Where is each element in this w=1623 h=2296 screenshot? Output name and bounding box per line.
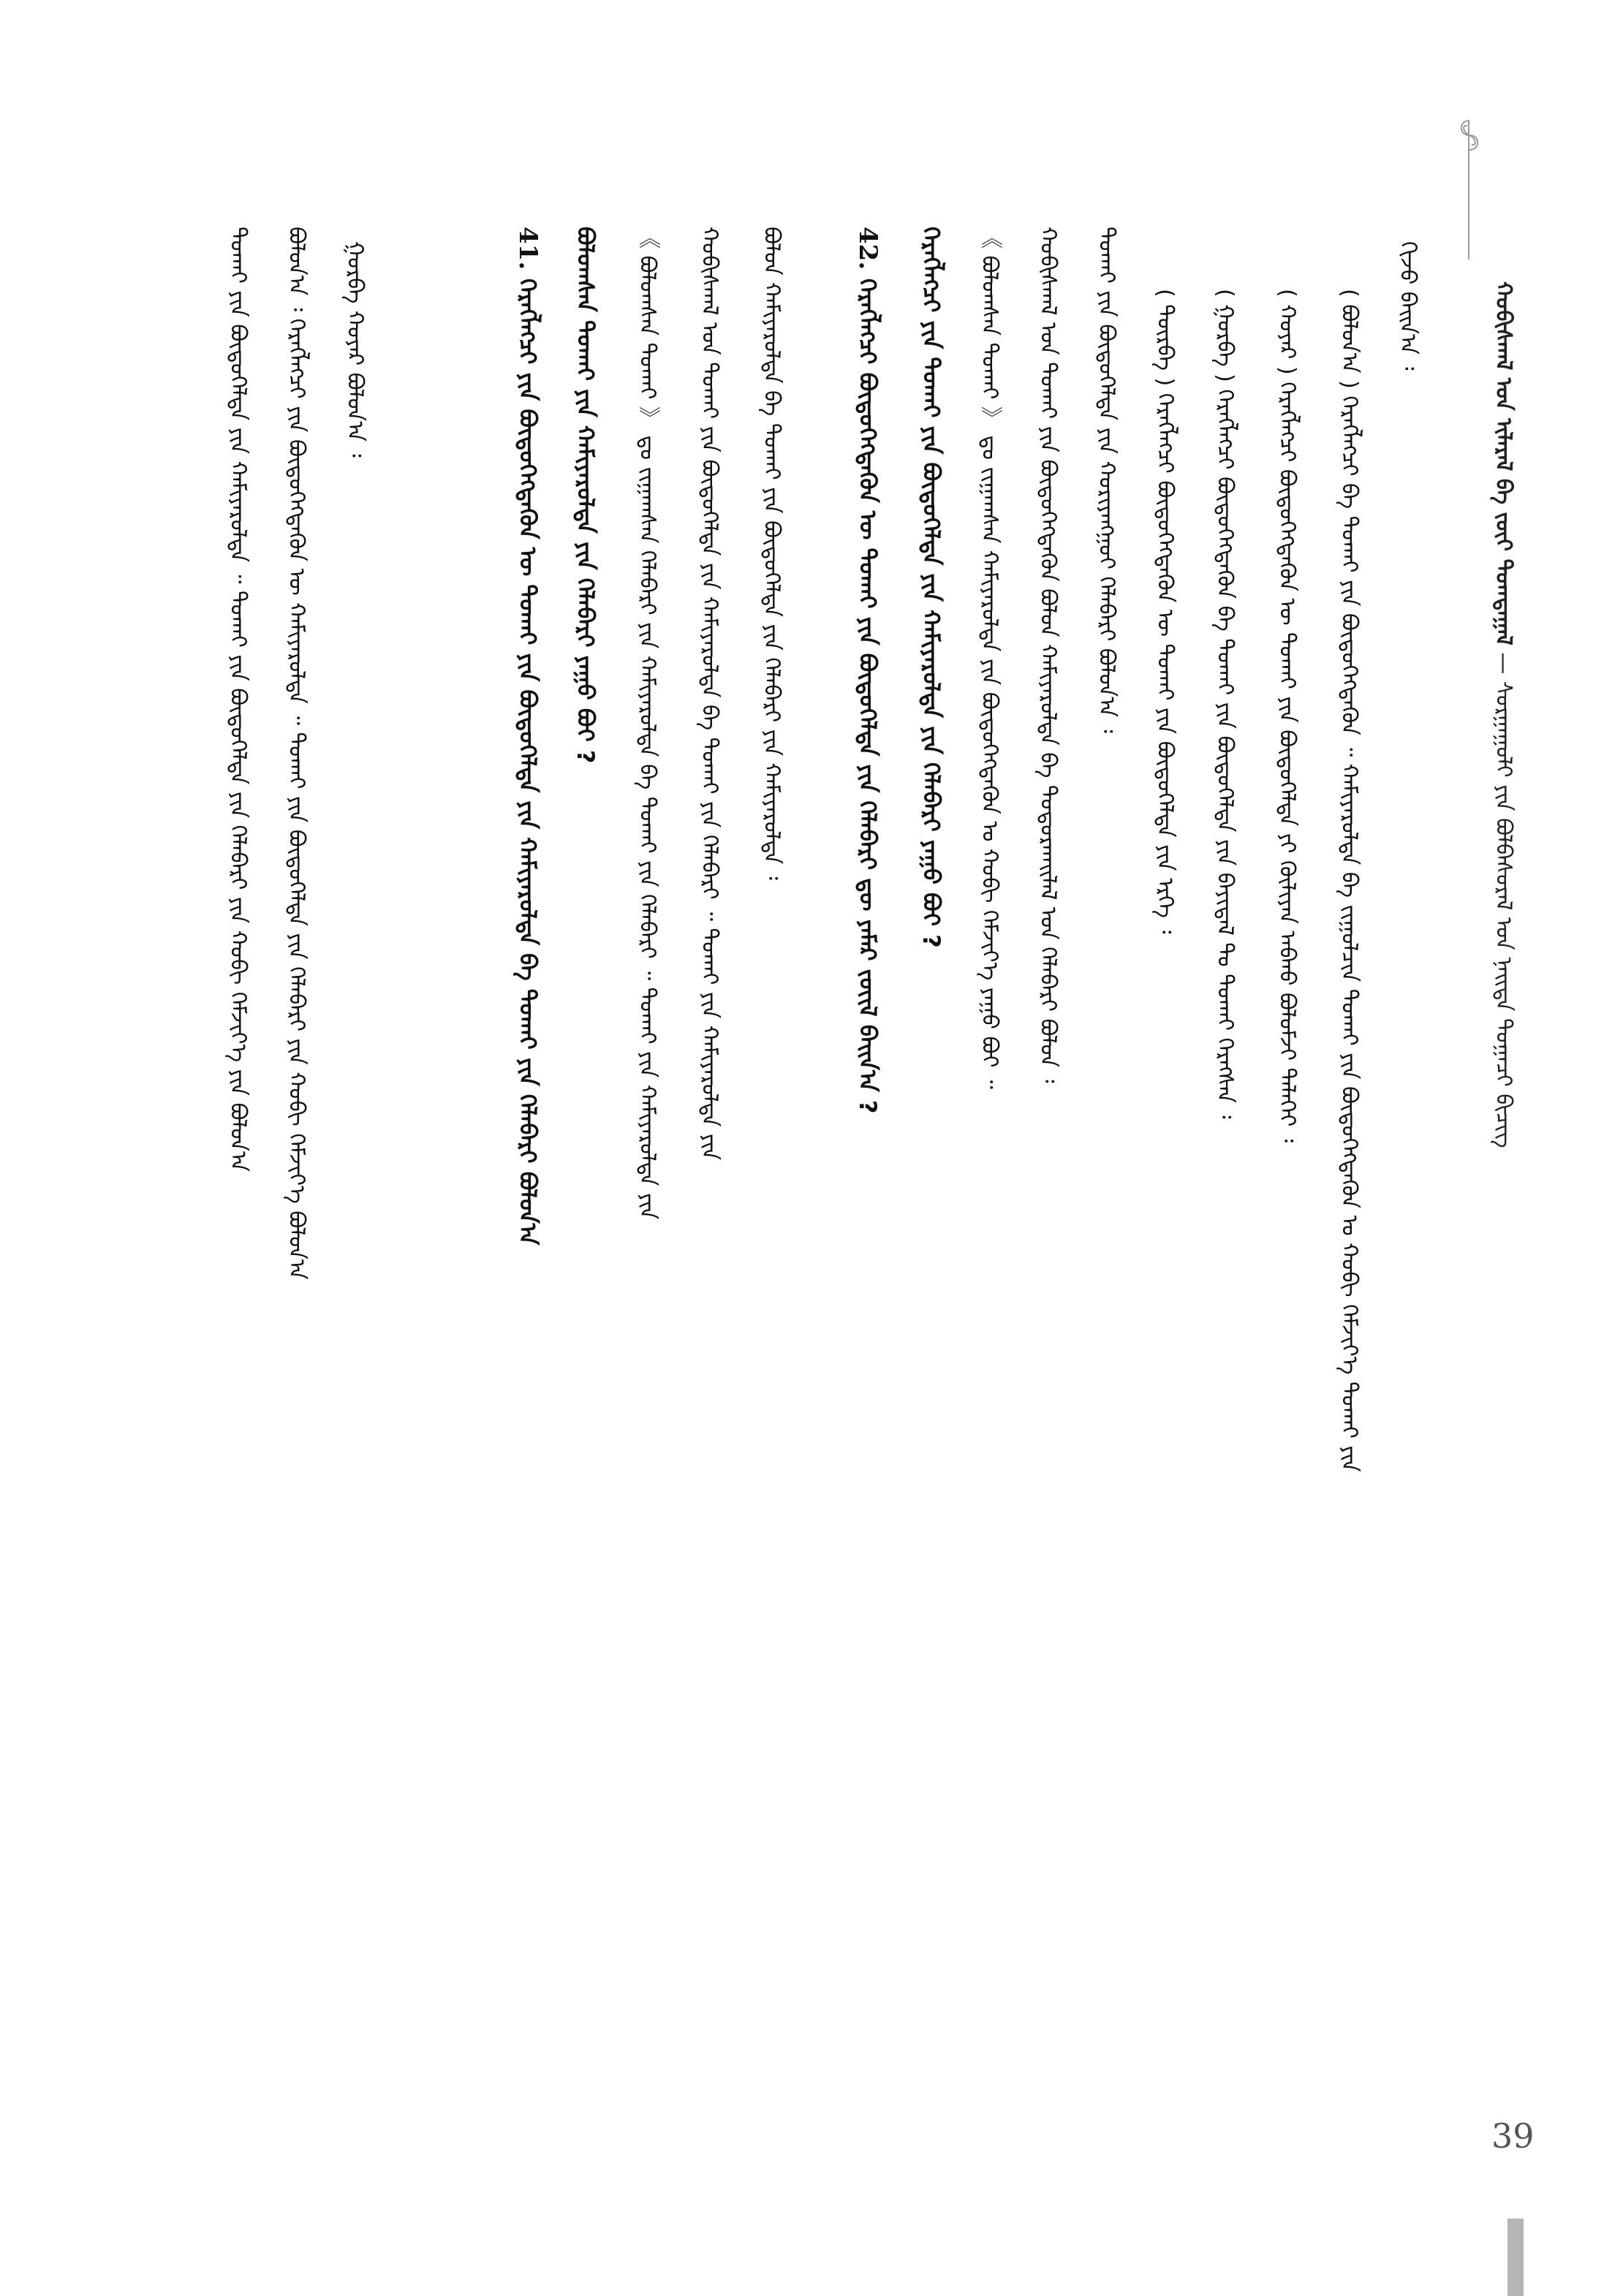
text-column xyxy=(1396,241,1418,371)
text-column xyxy=(1214,289,1236,1119)
column-text: ᠲᠤᠬᠠᠢ ᠶᠢᠨ ᠪᠦᠲᠦᠭᠡᠯᠲᠡ ᠶᠢᠨ ᠬᠤᠷᠢᠶᠠᠩᠭᠤᠢ ᠬᠡᠯᠡᠪᠡᠷᠢ ᠪᠣᠯᠤᠨ᠎ᠠ ᠄ xyxy=(1094,227,1119,733)
text-column xyxy=(227,227,249,1172)
question-number: 42. xyxy=(853,227,882,279)
text-column xyxy=(1276,289,1298,1143)
text-column xyxy=(1154,289,1176,934)
column-text: ᠲᠤᠬᠠᠢ ᠶᠢᠨ ᠪᠦᠲᠦᠭᠡᠯᠲᠡ ᠶᠢᠨ ᠬᠠᠮᠢᠶᠠᠷᠤᠯᠲᠠ ᠃ ᠲᠤᠬᠠᠢ ᠶᠢᠨ ᠪᠦᠲᠦᠭᠡᠯᠲᠡ ᠶᠢᠨ ᠬᠡᠯᠡᠪᠡᠷᠢ ᠶᠢᠨ ᠬᠣᠪᠢ ᠬᠡᠮᠵᠢᠶ᠎ᠡ ᠶᠢᠨ ᠪᠣᠯᠤᠨ᠎ᠠ xyxy=(225,227,251,1172)
text-column xyxy=(855,227,880,1113)
question-number: 41. xyxy=(513,227,542,279)
column-text: ( ᠬᠣᠶᠠᠷ ) ᠬᠡᠷᠡᠭᠯᠡᠭᠴᠢ ᠪᠦᠲᠦᠭᠡᠭᠳᠡᠬᠦᠨ ᠦ ᠲᠤᠬᠠᠢ ᠶᠢᠨ ᠪᠦᠲᠦᠭᠡᠯᠲᠡ ᠶᠢ ᠬᠦᠯᠢᠶᠡᠨ ᠠᠪᠬᠤ ᠪᠣᠯᠣᠮᠵᠢ ᠲᠡᠯᠡᠬᠡᠢ ᠄ xyxy=(1274,289,1300,1143)
text-column xyxy=(574,227,597,763)
text-column xyxy=(1037,227,1059,1083)
column-text: 《 ᠪᠣᠯᠤᠭᠰᠠᠨ ᠲᠤᠬᠠᠢ 》 ᠳᠤ ᠵᠢᠭᠠᠭᠰᠠᠨ ᠬᠡᠯᠡᠪᠡᠷᠢ ᠶᠢᠨ ᠬᠠᠮᠢᠶᠠᠷᠤᠯᠲᠠ ᠪᠠ ᠲᠤᠬᠠᠢ ᠶᠢᠨ ᠬᠡᠯᠡᠪᠡᠷᠢ ᠃ ᠲᠤᠬᠠᠢ ᠶᠢᠨ ᠬᠠᠮᠢᠶᠠᠷᠤᠯᠲᠠ ᠶᠢᠨ xyxy=(635,227,660,1220)
column-text: ᠪᠣᠯᠤᠭᠰᠠᠨ ᠲᠤᠬᠠᠢ ᠶᠢᠨ ᠬᠠᠮᠢᠶᠠᠷᠤᠯᠲᠠ ᠶᠢᠨ ᠬᠡᠯᠡᠪᠡᠷᠢ ᠶᠠᠭᠤ ᠪᠣᠢ ? xyxy=(572,227,599,764)
text-column xyxy=(760,227,782,880)
column-text: ᠬᠣᠪᠢᠰᠬᠠᠯ ᠤᠨ ᠲᠤᠬᠠᠢ ᠶᠢᠨ ᠪᠦᠲᠦᠭᠡᠭᠳᠡᠬᠦᠨ ᠪᠣᠯᠤᠨ ᠬᠠᠮᠢᠶᠠᠷᠤᠯᠲᠠ ᠪᠠ ᠲᠣᠳᠣᠷᠬᠠᠢᠯᠠᠯ ᠤᠨ ᠬᠡᠯᠡᠪᠡᠷᠢ ᠪᠣᠯᠤᠨ ᠄ xyxy=(1035,227,1061,1083)
column-text: ᠭᠤᠷᠪᠠ ᠬᠣᠶᠠᠷ ᠪᠣᠯᠤᠨ᠎ᠠ ᠄ xyxy=(342,241,368,458)
running-header: ᠬᠣᠪᠢᠰᠬᠠᠯ ᠤᠨ ᠢᠯᠡᠷᠡᠯ ᠪᠠ ᠵᠦᠢ ᠲᠣᠭᠲᠠᠭᠠᠯ — ᠰᠤᠷᠭᠠᠭᠤᠯᠢ ᠶᠢᠨ ᠪᠣᠯᠪᠠᠰᠤᠷᠠᠯ ᠤᠨ ᠨᠡᠢᠲᠡ ᠲᠣᠭᠠᠴᠢ ᠪᠢᠴᠢᠭ xyxy=(1491,281,1516,1148)
text-column xyxy=(1338,289,1360,1472)
text-column xyxy=(920,227,943,948)
text-column xyxy=(344,241,366,458)
column-text: ᠬᠡᠷᠡᠭᠯᠡᠭᠴᠢ ᠶᠢᠨ ᠲᠤᠬᠠᠢ ᠶᠢᠨ ᠪᠦᠲᠦᠭᠡᠯᠲᠡ ᠶᠢᠨ ᠬᠠᠮᠢᠶᠠᠷᠤᠯᠲᠠ ᠶᠢᠨ ᠬᠡᠯᠡᠪᠡᠷᠢ ᠶᠠᠭᠤ ᠪᠣᠢ ? xyxy=(918,227,945,948)
column-text: 《 ᠪᠣᠯᠤᠭᠰᠠᠨ ᠲᠤᠬᠠᠢ 》 ᠳᠤ ᠵᠢᠭᠠᠭᠰᠠᠨ ᠬᠠᠮᠢᠶᠠᠷᠤᠯᠲᠠ ᠶᠢᠨ ᠪᠦᠲᠦᠭᠡᠭᠳᠡᠬᠦᠨ ᠤ ᠬᠤᠪᠢ ᠬᠡᠮᠵᠢᠶ᠎ᠡ ᠶᠠᠭᠤ ᠪᠣᠢ ᠃ xyxy=(977,227,1002,1089)
text-column xyxy=(978,227,1000,1089)
text-column xyxy=(285,227,307,1280)
text-column xyxy=(698,227,720,1160)
column-text: ( ᠳᠥᠷᠪᠡ ) ᠬᠡᠷᠡᠭᠯᠡᠭᠴᠢ ᠪᠦᠲᠦᠭᠡᠭᠳᠡᠬᠦᠨ ᠦ ᠲᠤᠬᠠᠢ ᠶᠢᠨ ᠪᠦᠲᠦᠭᠡᠯᠲᠡ ᠶᠢᠨ ᠡᠷᠬᠡ ᠄ xyxy=(1152,289,1178,934)
header-subtitle: ᠰᠤᠷᠭᠠᠭᠤᠯᠢ ᠶᠢᠨ ᠪᠣᠯᠪᠠᠰᠤᠷᠠᠯ ᠤᠨ ᠨᠡᠢᠲᠡ ᠲᠣᠭᠠᠴᠢ ᠪᠢᠴᠢᠭ xyxy=(1491,681,1516,1148)
column-text: ᠪᠣᠯᠤᠨ ᠬᠠᠮᠢᠶᠠᠷᠤᠯᠲᠠ ᠪᠠ ᠲᠤᠬᠠᠢ ᠶᠢᠨ ᠪᠦᠲᠦᠭᠡᠯᠲᠡ ᠶᠢᠨ ᠬᠡᠯᠡᠪᠡᠷᠢ ᠶᠢᠨ ᠬᠠᠮᠢᠶᠠᠷᠤᠯᠲᠠ ᠄ xyxy=(759,227,784,880)
header-rule xyxy=(1468,121,1469,259)
text-column xyxy=(636,227,658,1219)
text-column xyxy=(515,227,540,1245)
header-ornament xyxy=(1451,117,1488,154)
column-text: ᠬᠢᠵᠦ ᠪᠠᠢᠨ᠎ᠠ ᠄ xyxy=(1395,241,1420,371)
text-column xyxy=(1095,227,1117,733)
page-number: 39 xyxy=(1491,2116,1535,2156)
column-text: ᠬᠣᠪᠢᠰᠬᠠᠯ ᠤᠨ ᠲᠤᠬᠠᠢ ᠶᠢᠨ ᠪᠦᠲᠦᠭᠡᠯᠲᠡ ᠶᠢᠨ ᠬᠠᠮᠢᠶᠠᠷᠤᠯᠲᠠ ᠪᠠ ᠲᠤᠬᠠᠢ ᠶᠢᠨ ᠬᠡᠯᠡᠪᠡᠷᠢ ᠃ ᠲᠤᠬᠠᠢ ᠶᠢᠨ ᠬᠠᠮᠢᠶᠠᠷᠤᠯᠲᠠ ᠶᠢᠨ xyxy=(697,227,722,1161)
column-text: ᠬᠡᠷᠡᠭᠯᠡᠭᠴᠢ ᠶᠢᠨ ᠪᠦᠲᠦᠭᠡᠭᠳᠡᠬᠦᠨ ᠦ ᠲᠤᠬᠠᠢ ᠶᠢᠨ ᠪᠦᠲᠦᠭᠡᠯᠲᠡ ᠶᠢᠨ ᠬᠠᠮᠢᠶᠠᠷᠤᠯᠲᠠ ᠪᠠ ᠲᠤᠬᠠᠢ ᠶᠢᠨ ᠬᠡᠯᠡᠪᠡᠷᠢ ᠪᠣᠯᠤᠨ᠎ᠠ xyxy=(514,279,542,1246)
column-text: ᠪᠣᠯᠤᠨ᠎ᠠ ᠄ ᠬᠡᠷᠡᠭᠯᠡᠭᠴᠢ ᠶᠢᠨ ᠪᠦᠲᠦᠭᠡᠭᠳᠡᠬᠦᠨ ᠦ ᠬᠠᠮᠢᠶᠠᠷᠤᠯᠲᠠ ᠃ ᠲᠤᠬᠠᠢ ᠶᠢᠨ ᠪᠦᠲᠦᠭᠡᠯᠲᠡ ᠶᠢᠨ ᠬᠡᠯᠡᠪᠡᠷᠢ ᠶᠢᠨ ᠬᠣᠪᠢ ᠬᠡᠮᠵᠢᠶ᠎ᠡ ᠪᠣᠯᠤᠨ᠎ᠠ xyxy=(284,227,309,1280)
page-tab xyxy=(1507,2219,1524,2296)
header-title: ᠬᠣᠪᠢᠰᠬᠠᠯ ᠤᠨ ᠢᠯᠡᠷᠡᠯ ᠪᠠ ᠵᠦᠢ ᠲᠣᠭᠲᠠᠭᠠᠯ xyxy=(1491,281,1516,645)
column-text: ( ᠭᠤᠷᠪᠠ ) ᠬᠡᠷᠡᠭᠯᠡᠭᠴᠢ ᠪᠦᠲᠦᠭᠡᠭᠳᠡᠬᠦᠨ ᠪᠠ ᠲᠤᠬᠠᠢ ᠶᠢᠨ ᠪᠦᠲᠦᠭᠡᠯᠲᠡ ᠶᠢᠨ ᠪᠠᠶᠢᠳᠠᠯ ᠲᠤ ᠲᠤᠬᠠᠢ ᠬᠡᠷᠡᠭᠰᠡᠨ ᠄ xyxy=(1212,289,1238,1119)
column-text: ᠬᠡᠷᠡᠭᠯᠡᠭᠴᠢ ᠪᠦᠲᠦᠭᠡᠭᠳᠡᠬᠦᠨ ᠦ ᠲᠤᠬᠠᠢ ᠶᠢᠨ ᠪᠦᠲᠦᠭᠡᠯᠲᠡ ᠶᠢᠨ ᠬᠡᠯᠡᠪᠡᠷᠢ ᠳᠦ ᠶᠠᠮᠠᠷ ᠵᠦᠢᠯ ᠪᠠᠢᠨ᠎ᠠ ? xyxy=(854,279,882,1114)
column-text: ( ᠪᠣᠯᠤᠨ᠎ᠠ ) ᠬᠡᠷᠡᠭᠯᠡᠭᠴᠢ ᠪᠠ ᠲᠤᠬᠠᠢ ᠶᠢᠨ ᠪᠦᠲᠦᠭᠡᠭᠳᠡᠬᠦᠨ ᠃ ᠬᠠᠮᠢᠶᠠᠷᠤᠯᠲᠠ ᠪᠠ ᠵᠢᠭᠤᠯᠴᠢᠨ ᠲᠤᠬᠠᠢ ᠶᠢᠨ ᠪᠦᠲᠦᠭᠡᠭᠳᠡᠬᠦᠨ ᠤ ᠬᠤᠪᠢ ᠬᠡᠮᠵᠢᠶ᠎ᠡ ᠲᠤᠬᠠᠢ ᠶᠢᠨ xyxy=(1336,289,1362,1472)
